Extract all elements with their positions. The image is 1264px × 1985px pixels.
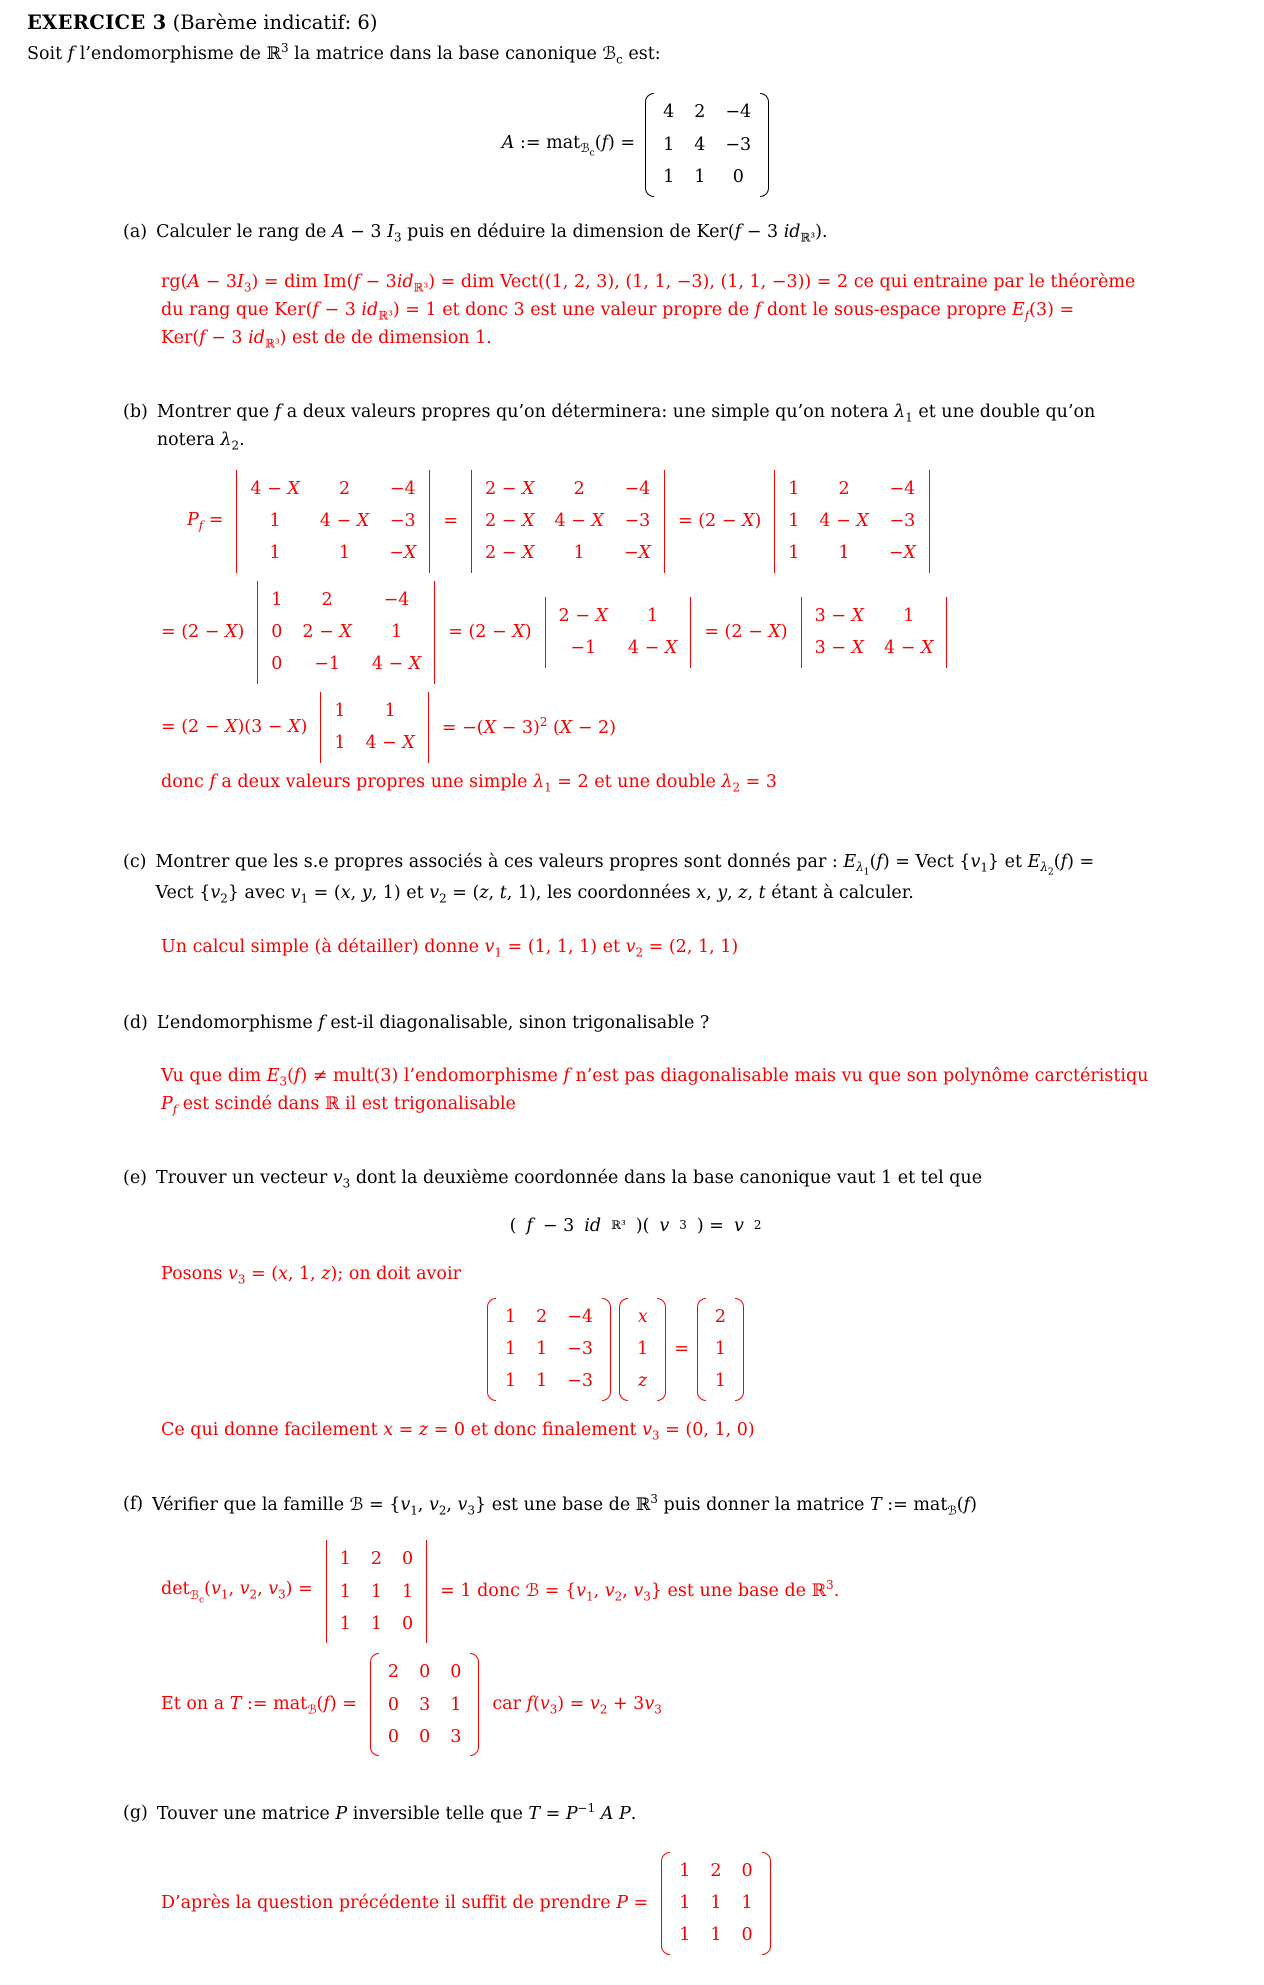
item-b-question-line-2: notera $\lambda_2$. xyxy=(156,430,245,453)
matrix-cell: 4 − X xyxy=(627,638,678,659)
matrix-cell: 0 xyxy=(387,1694,400,1715)
item-f-question: Vérifier que la famille ℬ = {$v_1$, $v_2$, $v_3$} est une base de ℝ$^3$ puis donner la matrice T := mat$_ℬ$(f) xyxy=(152,1491,977,1518)
matrix-cell: 2 − X xyxy=(302,622,352,642)
left-paren xyxy=(370,1653,379,1756)
matrix-grid xyxy=(386,1653,463,1756)
unknown-vector xyxy=(619,1298,666,1401)
matrix-cell: 4 − X xyxy=(819,510,869,531)
matrix-cell: 3 − X xyxy=(814,638,865,659)
det-grid xyxy=(248,470,418,573)
matrix-cell: 4 − X xyxy=(365,733,415,754)
answer-g xyxy=(161,1852,1244,1955)
matrix-cell: 1 xyxy=(504,1338,517,1359)
matrix-cell: 2 xyxy=(370,1549,383,1570)
matrix-cell: 0 xyxy=(732,167,744,188)
matrix-cell: 1 xyxy=(788,543,800,564)
item-c xyxy=(123,849,1244,908)
det-grid xyxy=(813,597,936,668)
matrix-cell: 2 − X xyxy=(485,510,535,531)
matrix-cell: −1 xyxy=(570,638,597,659)
intro-text: Soit f l’endomorphisme de ℝ$^3$ la matrice dans la base canonique ℬ$_c$ est: xyxy=(27,41,661,67)
matrix-cell: 2 − X xyxy=(485,543,535,564)
answer-e-conclusion: Ce qui donne facilement x = z = 0 et donc finalement $v_3 = (0$, 1, 0) xyxy=(161,1419,755,1443)
matrix-grid xyxy=(677,1852,754,1955)
matrix-cell: −X xyxy=(389,543,417,564)
matrix-cell: 1 xyxy=(536,1338,548,1359)
answer-e-intro: Posons $v_3 = (x$, 1, z); on doit avoir xyxy=(161,1264,461,1287)
matrix-cell: −4 xyxy=(383,589,410,610)
matrix-cell: 2 xyxy=(338,478,351,499)
matrix-cell: 2 xyxy=(694,102,706,123)
right-paren xyxy=(735,1298,744,1401)
matrix-cell: 3 xyxy=(450,1727,462,1748)
right-paren xyxy=(602,1298,611,1401)
matrix-cell: 1 xyxy=(339,1581,351,1602)
matrix-cell: 4 xyxy=(694,134,706,155)
det-grid xyxy=(338,1540,415,1643)
left-paren xyxy=(661,1852,670,1955)
matrix-cell: −X xyxy=(888,543,916,564)
characteristic-polynomial-result: = $-(X - 3)^2$ (X − 2) xyxy=(441,714,616,738)
item-f xyxy=(123,1491,1244,1520)
factor-2-minus-X: = (2 − X) xyxy=(704,622,788,643)
matrix-cell: 0 xyxy=(741,1925,753,1946)
matrix-cell: 1 xyxy=(339,1613,351,1634)
matrix-cell: 1 xyxy=(663,167,675,188)
matrix-cell: −3 xyxy=(725,134,752,155)
matrix-cell: 1 xyxy=(663,134,675,155)
det-grid xyxy=(557,597,680,668)
matrix-cell: 1 xyxy=(637,1338,649,1359)
matrix-cell: 0 xyxy=(419,1662,431,1683)
determinant xyxy=(545,597,692,668)
matrix-cell: 1 xyxy=(384,700,396,721)
matrix-cell: 1 xyxy=(788,510,800,531)
matrix-T xyxy=(370,1653,479,1756)
matrix-cell: 1 xyxy=(339,1549,351,1570)
matrix-cell: 4 − X xyxy=(884,638,934,659)
determinant xyxy=(326,1540,427,1643)
matrix-cell: 1 xyxy=(390,622,403,642)
matrix-cell: −4 xyxy=(889,478,916,499)
matrix-cell: 1 xyxy=(679,1892,691,1913)
determinant xyxy=(320,692,429,763)
result-vector xyxy=(697,1298,744,1401)
det-grid xyxy=(332,692,417,763)
matrix-cell: 1 xyxy=(450,1694,462,1715)
matrix-cell: 2 xyxy=(710,1860,722,1881)
matrix-cell: 1 xyxy=(710,1892,722,1913)
matrix-cell: 4 xyxy=(663,102,675,123)
matrix-cell: 0 xyxy=(271,622,283,642)
matrix-cell: −X xyxy=(623,543,651,564)
matrix-cell: 1 xyxy=(536,1371,548,1392)
matrix-cell: −3 xyxy=(567,1371,594,1392)
equals-sign: = xyxy=(674,1338,689,1359)
matrix-cell: 1 xyxy=(838,543,850,564)
matrix-cell: −3 xyxy=(567,1338,594,1359)
matrix-cell: 1 xyxy=(647,605,659,626)
factor-2-minus-X: = (2 − X) xyxy=(161,622,245,643)
det-lhs: $\det_{ℬ_c}(v_1$, $v_2$, $v_3$) = xyxy=(161,1579,313,1606)
matrix-cell: 4 − X xyxy=(371,654,422,675)
item-c-question-line-2: Vect $\{v_2\}$ avec $v_1 = (x$, y, 1) et $v_2 = (z$, t, 1), les coordonnées x, y, z, t étant à calculer. xyxy=(155,882,914,906)
matrix-cell: 1 xyxy=(679,1860,691,1881)
matrix-cell: 1 xyxy=(741,1892,753,1913)
right-paren xyxy=(657,1298,666,1401)
item-f-label: (f) xyxy=(123,1493,144,1514)
item-b-question-line-1: Montrer que f a deux valeurs propres qu’on déterminera: une simple qu’on notera $\lambda_1$ et une double qu’on xyxy=(156,401,1096,425)
T-lhs: Et on a T := mat$_ℬ$(f) = xyxy=(161,1693,357,1717)
right-paren xyxy=(470,1653,479,1756)
matrix-cell: z xyxy=(638,1371,648,1392)
item-b-question xyxy=(157,399,1244,456)
matrix-cell: 2 xyxy=(573,478,585,499)
e-display-equation: ( f − 3 id ℝ³ )( v 3 ) = v 2 xyxy=(509,1215,762,1236)
matrix-cell: 2 xyxy=(536,1306,548,1327)
right-paren xyxy=(760,93,769,196)
factor-2-minus-X: = (2 − X) xyxy=(448,622,532,643)
b-eq-line-1 xyxy=(187,470,1244,573)
answer-d-line-2: $P_f$ est scindé dans ℝ il est trigonalisable xyxy=(161,1093,516,1117)
det-grid xyxy=(786,470,918,573)
determinant xyxy=(257,581,435,684)
matrix-cell: 4 − X xyxy=(319,510,370,531)
f-matrix-T-line xyxy=(161,1653,1244,1756)
matrix-grid xyxy=(713,1298,728,1401)
answer-d xyxy=(161,1063,1244,1119)
item-e-question: Trouver un vecteur $v_3$ dont la deuxième coordonnée dans la base canonique vaut 1 et tel que xyxy=(156,1167,983,1191)
item-d-label: (d) xyxy=(123,1013,148,1034)
left-paren xyxy=(619,1298,628,1401)
matrix-cell: −1 xyxy=(314,654,341,675)
factor-2X-3X: = (2 − X)(3 − X) xyxy=(161,717,308,737)
matrix-cell: 2 xyxy=(838,478,850,499)
matrix-cell: 0 xyxy=(271,654,283,675)
determinant xyxy=(801,597,948,668)
T-rhs: car $f(v_3) = v_2 + 3v_3$ xyxy=(492,1693,662,1717)
e-matrix-equation xyxy=(27,1298,1204,1401)
coefficient-matrix xyxy=(487,1298,611,1401)
matrix-cell: 1 xyxy=(402,1581,414,1602)
matrix-cell: 1 xyxy=(271,589,283,610)
matrix-cell: 1 xyxy=(504,1371,517,1392)
matrix-cell: 1 xyxy=(679,1925,691,1946)
answer-b xyxy=(161,470,1244,797)
item-c-question xyxy=(155,849,1244,908)
matrix-cell: −4 xyxy=(389,478,416,499)
determinant xyxy=(774,470,930,573)
b-conclusion: donc f a deux valeurs propres une simple $\lambda_1 = 2$ et une double $\lambda_2 = 3$ xyxy=(161,771,777,794)
matrix-cell: −4 xyxy=(725,102,752,123)
answer-a xyxy=(161,269,1244,353)
matrix-cell: 1 xyxy=(903,605,915,626)
right-paren xyxy=(762,1852,771,1955)
matrix-cell: 1 xyxy=(788,478,800,499)
det-grid xyxy=(269,581,423,684)
equals-sign: = xyxy=(443,510,459,531)
item-a xyxy=(123,219,1244,247)
left-paren xyxy=(697,1298,706,1401)
matrix-cell: 0 xyxy=(419,1727,431,1748)
display-matrix-A xyxy=(27,93,1244,196)
matrix-cell: −3 xyxy=(889,510,916,531)
pf-equals: $P_f$ = xyxy=(187,509,224,533)
answer-d-line-1: Vu que dim $E_3(f)$ ≠ mult(3) l’endomorphisme f n’est pas diagonalisable mais vu que son polynôme carctéristiqu xyxy=(161,1065,1149,1089)
matrix-cell: 1 xyxy=(710,1925,722,1946)
matrix-cell: −4 xyxy=(567,1306,594,1327)
matrix-cell: x xyxy=(637,1306,648,1327)
matrix-cell: 2 − X xyxy=(485,478,535,499)
matrix-cell: 1 xyxy=(504,1306,517,1327)
exercise-header xyxy=(27,8,1244,37)
matrix-cell: 1 xyxy=(370,1581,383,1602)
left-paren xyxy=(645,93,654,196)
matrix-cell: −3 xyxy=(389,510,416,531)
matrix-A-lhs: A := mat$_{ℬ_c}$(f) = xyxy=(501,132,636,159)
exercise-title: EXERCICE 3 xyxy=(27,11,167,34)
matrix-cell: 0 xyxy=(450,1662,462,1683)
matrix-cell: −4 xyxy=(624,478,651,499)
matrix-P xyxy=(661,1852,770,1955)
b-eq-line-2 xyxy=(161,581,1244,684)
matrix-cell: 2 − X xyxy=(558,605,608,626)
answer-c: Un calcul simple (à détailler) donne $v_1 = (1$, 1, 1) et $v_2 = (2$, 1, 1) xyxy=(161,937,739,960)
matrix-cell: 4 − X xyxy=(250,478,300,499)
item-e xyxy=(123,1165,1244,1193)
answer-a-line-3: Ker(f − 3 $id_{ℝ^3}$) est de de dimension 1. xyxy=(161,327,492,351)
determinant xyxy=(471,470,665,573)
matrix-cell: 0 xyxy=(387,1727,400,1748)
det-rhs: = 1 donc ℬ = {$v_1$, $v_2$, $v_3$} est une base de ℝ$^3$. xyxy=(440,1578,840,1604)
item-g-label: (g) xyxy=(123,1803,148,1824)
matrix-A-grid xyxy=(661,93,753,196)
matrix-cell: 1 xyxy=(334,733,346,754)
matrix-cell: 2 xyxy=(387,1662,400,1683)
matrix-cell: 0 xyxy=(402,1613,414,1634)
item-c-label: (c) xyxy=(123,851,147,872)
item-c-question-line-1: Montrer que les s.e propres associés à ces valeurs propres sont donnés par : $E_{\lambda_1}(f)$ = Vect $\{v_1\}$ et $E_{\lambda_2}(f)$ = xyxy=(155,851,1095,878)
matrix-cell: −3 xyxy=(624,510,651,531)
b-eq-line-3 xyxy=(161,692,1244,763)
answer-f xyxy=(161,1540,1244,1756)
item-g-question: Touver une matrice P inversible telle que $T = P^{-1}$ A P. xyxy=(156,1801,637,1825)
exercise-points: (Barème indicatif: 6) xyxy=(166,11,378,34)
matrix-cell: 1 xyxy=(573,543,585,564)
g-matrix-P-line xyxy=(161,1852,1244,1955)
matrix-cell: 1 xyxy=(338,543,351,564)
matrix-cell: 1 xyxy=(269,543,281,564)
item-a-question: Calculer le rang de A − 3 $I_3$ puis en déduire la dimension de Ker(f − 3 $id_{ℝ^3}$). xyxy=(156,221,828,245)
item-b xyxy=(123,399,1244,456)
matrix-cell: 3 xyxy=(419,1694,431,1715)
matrix-cell: 1 xyxy=(370,1613,383,1634)
item-d xyxy=(123,1010,1244,1036)
matrix-cell: 1 xyxy=(714,1371,727,1392)
P-lhs: D’après la question précédente il suffit de prendre P = xyxy=(161,1892,649,1913)
f-determinant-line xyxy=(161,1540,1244,1643)
item-a-label: (a) xyxy=(123,221,148,242)
matrix-cell: 0 xyxy=(741,1860,753,1881)
matrix-grid xyxy=(503,1298,595,1401)
matrix-cell: 1 xyxy=(694,167,706,188)
left-paren xyxy=(487,1298,496,1401)
matrix-grid xyxy=(635,1298,650,1401)
factor-2-minus-X: = (2 − X) xyxy=(678,510,762,531)
item-b-label: (b) xyxy=(123,401,148,422)
answer-a-line-2: du rang que Ker(f − 3 $id_{ℝ^3}) = 1$ et donc 3 est une valeur propre de f dont le sous-espace propre $E_f(3)$ = xyxy=(161,299,1075,323)
item-e-label: (e) xyxy=(123,1167,148,1188)
answer-a-line-1: $rg(A - 3I_3)$ = dim $Im(f - 3id_{ℝ^3})$ = dim Vect((1, 2, 3), (1, 1, −3), (1, 1, −3)) = 2 ce qui entraine par le théorème xyxy=(161,271,1136,295)
matrix-cell: 4 − X xyxy=(554,510,604,531)
matrix-cell: 3 − X xyxy=(814,605,865,626)
matrix-cell: 2 xyxy=(321,589,333,610)
det-grid xyxy=(483,470,653,573)
determinant xyxy=(236,470,430,573)
matrix-cell: 0 xyxy=(402,1549,414,1570)
matrix-cell: 1 xyxy=(269,510,281,531)
matrix-cell: 1 xyxy=(714,1338,727,1359)
matrix-cell: 1 xyxy=(334,700,346,721)
item-g xyxy=(123,1800,1244,1827)
item-d-question: L’endomorphisme f est-il diagonalisable, sinon trigonalisable ? xyxy=(156,1013,710,1034)
matrix-A xyxy=(645,93,769,196)
matrix-cell: 2 xyxy=(714,1306,727,1327)
